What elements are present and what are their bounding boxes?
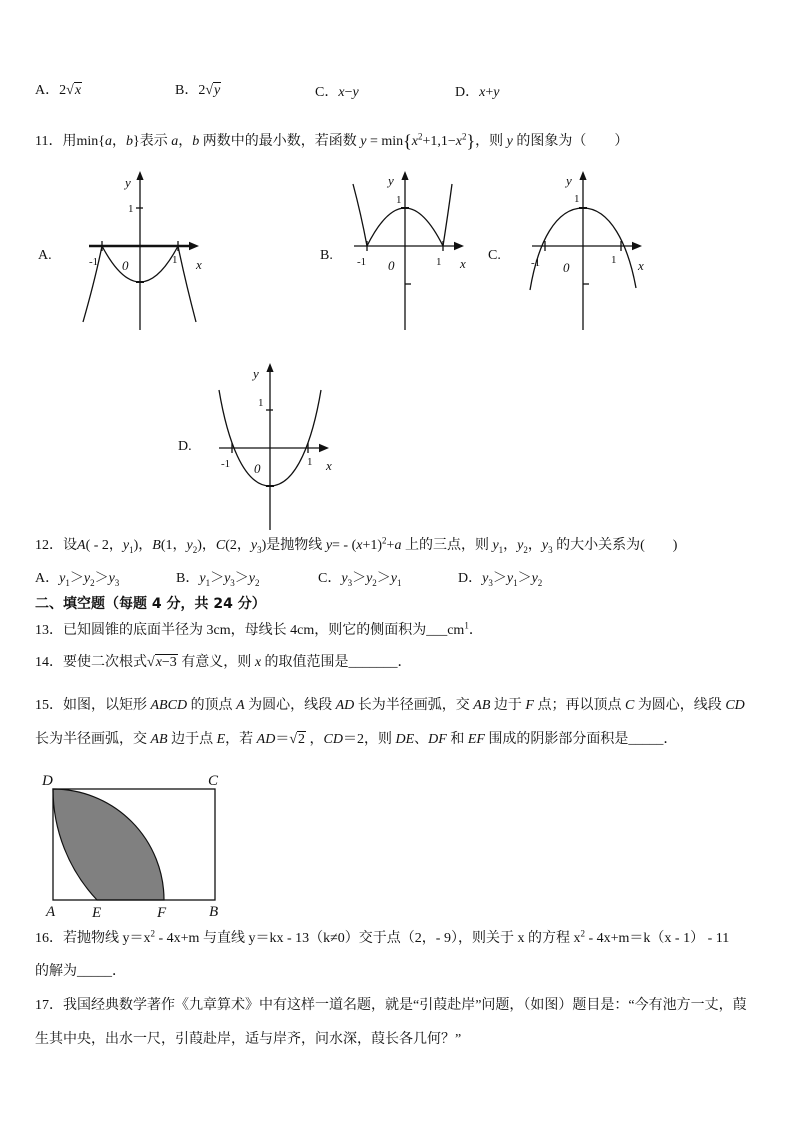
graph-b-left-branch: [353, 184, 367, 246]
q16-text-line1: 16．若抛物线 $y=x^2 - 4x+m$ 与直线 y＝kx - 13（k≠0）交于点（2，- 9），则关于 x 的方程 $x^2 - 4x+m=k(x - 1) - 11$: [35, 928, 730, 946]
q12-option-b: B．$y_1>y_3>y_2$: [176, 571, 260, 588]
x-axis-arrow: [632, 242, 642, 250]
vertex-c-label: C: [208, 773, 219, 789]
y-tick-1: 1: [258, 397, 264, 409]
q10-option-a: A．2√x: [35, 83, 82, 98]
graph-c-axes: [532, 176, 635, 330]
origin-label: 0: [254, 461, 261, 476]
q15-text-line1: 15．如图，以矩形 ABCD 的顶点 A 为圆心，线段 AD 长为半径画弧，交 AB 边于 F 点；再以顶点 C 为圆心，线段 CD: [35, 698, 745, 713]
y-tick-1: 1: [396, 194, 402, 206]
q10-option-c: C．x−y: [315, 85, 359, 100]
q17-text-line1: 17．我国经典数学著作《九章算术》中有这样一道名题，就是“引葭赴岸”问题，（如图）题目是：“今有池方一丈，葭: [35, 998, 747, 1013]
y-axis-arrow: [579, 171, 586, 180]
vertex-b-label: B: [209, 904, 219, 920]
graph-b-label: B.: [320, 248, 333, 263]
y-axis-label: y: [253, 366, 259, 381]
x-tick-1: 1: [172, 254, 178, 266]
vertex-d-label: D: [42, 773, 53, 789]
q16-text-line2: 的解为_____．: [35, 964, 126, 979]
point-f-label: F: [157, 905, 167, 921]
q10-option-b: B．2√y: [175, 83, 221, 98]
y-axis-arrow: [266, 363, 273, 372]
graph-d-label: D.: [178, 439, 192, 454]
x-tick-neg1: -1: [531, 257, 541, 269]
origin-label: 0: [563, 260, 570, 275]
x-axis-label: x: [460, 256, 466, 271]
x-tick-1: 1: [611, 254, 617, 266]
graph-b-axes: [354, 176, 457, 330]
vertex-a-label: A: [46, 904, 56, 920]
point-e-label: E: [92, 905, 102, 921]
graph-b-right-branch: [443, 184, 452, 246]
graph-option-a: [75, 170, 210, 335]
q12-option-a: A．$y_1>y_2>y_3$: [35, 571, 120, 588]
q12-option-d: D．$y_3>y_1>y_2$: [458, 571, 543, 588]
y-axis-arrow: [136, 171, 143, 180]
q11-text: 11．用min{a，b}表示 a，b 两数中的最小数，若函数 $y = \min\{x^2+1,1-x^2\}$，则 y 的图象为（ ）: [35, 131, 629, 151]
graph-a-label: A.: [38, 248, 52, 263]
q10-option-d: D．x+y: [455, 85, 500, 100]
y-axis-label: y: [566, 173, 572, 188]
graph-c-label: C.: [488, 248, 501, 263]
y-axis-label: y: [125, 175, 131, 190]
x-axis-label: x: [326, 458, 332, 473]
x-axis-arrow: [454, 242, 464, 250]
graph-option-c: [518, 170, 653, 335]
x-tick-neg1: -1: [89, 256, 99, 268]
graph-option-d: [205, 360, 340, 535]
x-axis-arrow: [319, 444, 329, 452]
x-tick-1: 1: [307, 456, 313, 468]
q15-text-line2: 长为半径画弧，交 AB 边于点 E，若 AD＝√2 ，CD＝2，则 DE、DF 和 EF 围成的阴影部分面积是_____．: [35, 732, 678, 747]
y-tick-1: 1: [574, 193, 580, 205]
y-axis-arrow: [401, 171, 408, 180]
shaded-region: [53, 789, 164, 900]
graph-option-b: [340, 170, 475, 335]
y-tick-1: 1: [128, 203, 134, 215]
q17-text-line2: 生其中央，出水一尺，引葭赴岸，适与岸齐，问水深，葭长各几何？”: [35, 1032, 462, 1047]
x-axis-label: x: [196, 257, 202, 272]
q13-text: 13．已知圆锥的底面半径为 3cm，母线长 4cm，则它的侧面积为$\_\_\_cm^1$．: [35, 620, 483, 638]
x-tick-neg1: -1: [221, 458, 231, 470]
x-axis-arrow: [189, 242, 199, 250]
origin-label: 0: [388, 258, 395, 273]
q12-option-c: C．$y_3>y_2>y_1$: [318, 571, 402, 588]
origin-label: 0: [122, 258, 129, 273]
q15-figure: [38, 772, 238, 922]
q14-text: 14．要使二次根式√x−3 有意义，则 x 的取值范围是_______．: [35, 655, 412, 670]
x-tick-neg1: -1: [357, 256, 367, 268]
y-axis-label: y: [388, 173, 394, 188]
x-tick-1: 1: [436, 256, 442, 268]
x-axis-label: x: [638, 258, 644, 273]
q12-stem: 12．设A( - 2，$y_1$)，B(1，$y_2$)，C(2，$y_3$)是抛物线 $y= - (x+1)^2+a$ 上的三点，则 $y_1$，$y_2$，$y_3$ 的大小关系为( ): [35, 535, 678, 555]
graph-a-axes: [89, 176, 192, 330]
section-2-header: 二、填空题（每题 4 分，共 24 分）: [35, 596, 266, 612]
